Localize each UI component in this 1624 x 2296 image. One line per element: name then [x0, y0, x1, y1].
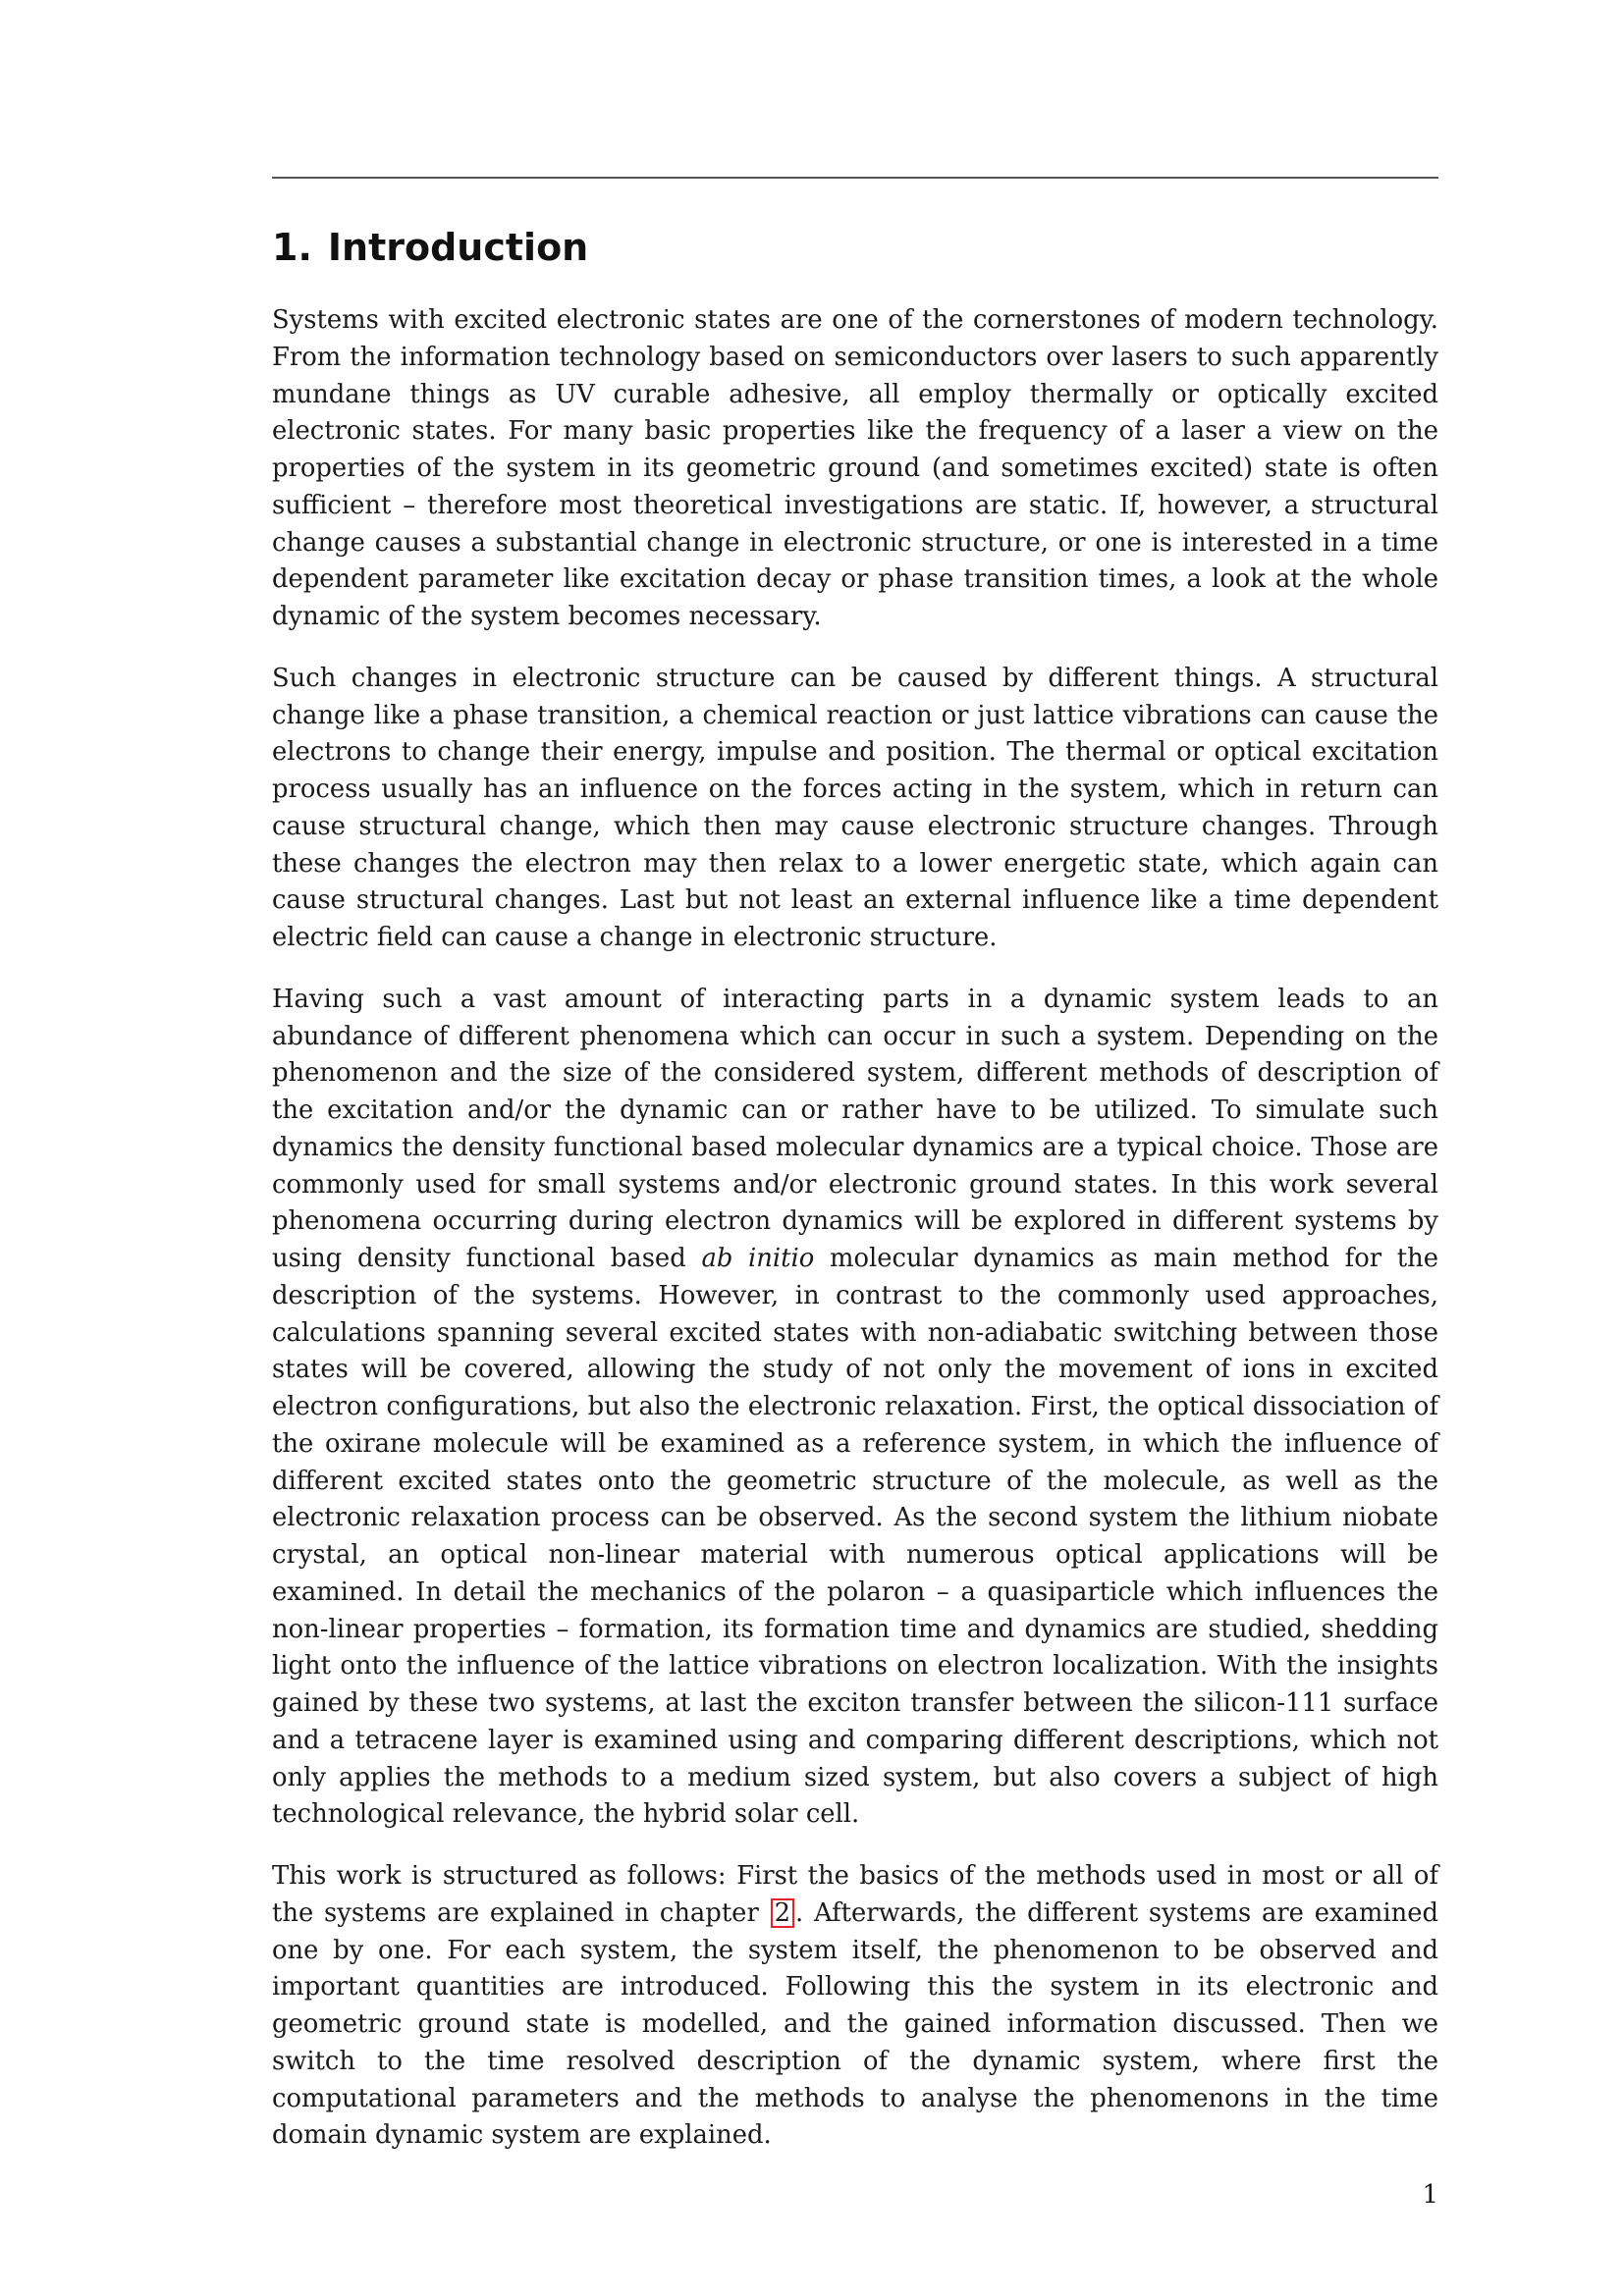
- paragraph-3-text-start: Having such a vast amount of interacting parts in a dynamic system leads to an abundance of different phenomena which can occur in such a system. Depending on the phenomenon and the size of the considered system, different methods of description of the excitation and/or the dynamic can or rather have to be utilized. To simulate such dynamics the density functional based molecular dynamics are a typical choice. Those are commonly used for small systems and/or electronic ground states. In this work several phenomena occurring during electron dynamics will be explored in different systems by using density functional based: [272, 984, 1438, 1273]
- paragraph-3: [272, 982, 1438, 1834]
- header-rule: [272, 177, 1438, 179]
- chapter-title: Introduction: [327, 226, 589, 269]
- page-number: 1: [1422, 2180, 1438, 2210]
- paragraph-4-text-start: This work is structured as follows: First the basics of the methods used in most or all of the systems are explained in chapter: [272, 1861, 1438, 1928]
- chapter-number: 1.: [272, 226, 312, 269]
- paragraph-1: Systems with excited electronic states are one of the cornerstones of modern technology. From the information technology based on semiconductors over lasers to such apparently mundane things as UV curable adhesive, all employ thermally or optically excited electronic states. For many basic properties like the frequency of a laser a view on the properties of the system in its geometric ground (and sometimes excited) state is often sufficient – therefore most theoretical investigations are static. If, however, a structural change causes a substantial change in electronic structure, or one is interested in a time dependent parameter like excitation decay or phase transition times, a look at the whole dynamic of the system becomes necessary.: [272, 305, 1438, 631]
- paragraph-2: Such changes in electronic structure can be caused by different things. A structural change like a phase transition, a chemical reaction or just lattice vibrations can cause the electrons to change their energy, impulse and position. The thermal or optical excitation process usually has an influence on the forces acting in the system, which in return can cause structural change, which then may cause electronic structure changes. Through these changes the electron may then relax to a lower energetic state, which again can cause structural changes. Last but not least an external influence like a time dependent electric field can cause a change in electronic structure.: [272, 663, 1438, 952]
- chapter-heading: [272, 224, 588, 271]
- paragraph-4: [272, 1858, 1438, 2155]
- ab-initio-italic: ab initio: [701, 1244, 815, 1273]
- paragraph-4-text-end: . Afterwards, the different systems are examined one by one. For each system, the system itself, the phenomenon to be observed and important quantities are introduced. Following this the system in its electronic and geometric ground state is modelled, and the gained information discussed. Then we switch to the time resolved description of the dynamic system, where first the computational parameters and the methods to analyse the phenomenons in the time domain dynamic system are explained.: [272, 1897, 1439, 2151]
- body-text: [272, 302, 1438, 2179]
- chapter-2-link[interactable]: 2: [771, 1898, 794, 1928]
- paragraph-3-text-end: molecular dynamics as main method for the description of the systems. However, in contrast to the commonly used approaches, calculations spanning several excited states with non-adiabatic switching between those states will be covered, allowing the study of not only the movement of ions in excited electron configurations, but also the electronic relaxation. First, the optical dissociation of the oxirane molecule will be examined as a reference system, in which the influence of different excited states onto the geometric structure of the molecule, as well as the electronic relaxation process can be observed. As the second system the lithium niobate crystal, an optical non-linear material with numerous optical applications will be examined. In detail the mechanics of the polaron – a quasiparticle which influences the non-linear properties – formation, its formation time and dynamics are studied, shedding light onto the influence of the lattice vibrations on electron localization. With the insights gained by these two systems, at last the exciton transfer between the silicon-111 surface and a tetracene layer is examined using and comparing different descriptions, which not only applies the methods to a medium sized system, but also covers a subject of high technological relevance, the hybrid solar cell.: [272, 1244, 1439, 1830]
